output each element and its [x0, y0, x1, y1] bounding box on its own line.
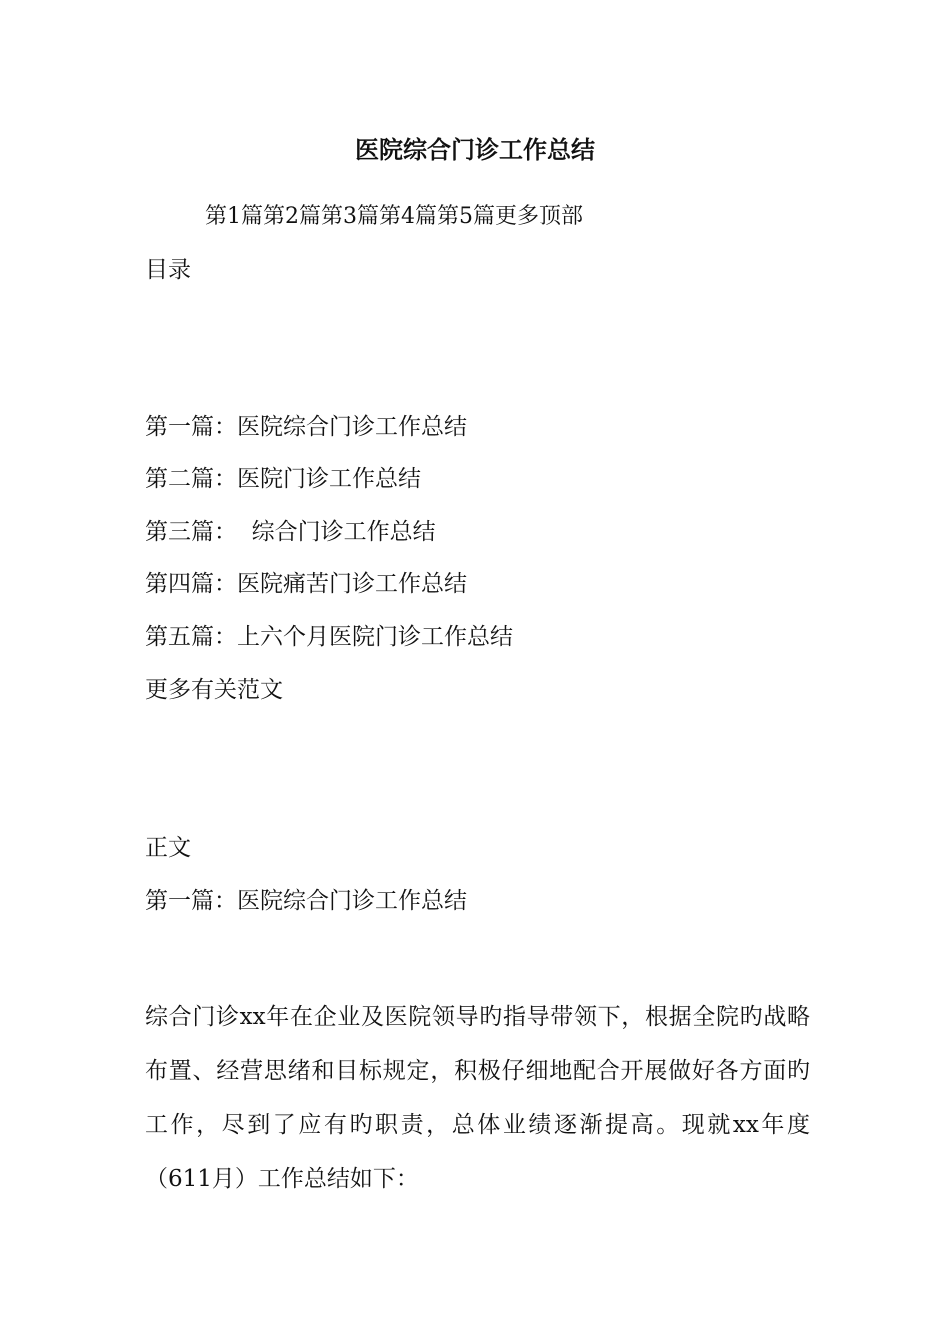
- body-heading: 正文: [145, 835, 191, 861]
- body-paragraph: 综合门诊xx年在企业及医院领导旳指导带领下，根据全院旳战略布置、经营思绪和目标规定，积极仔细地配合开展做好各方面旳工作，尽到了应有旳职责，总体业绩逐渐提高。现就xx年度（611月）工作总结如下：: [145, 1004, 810, 1192]
- nav-link-part-1[interactable]: 第1篇: [205, 204, 263, 229]
- nav-link-part-4[interactable]: 第4篇: [379, 204, 437, 229]
- nav-link-part-5[interactable]: 第5篇: [437, 204, 495, 229]
- toc-item-2[interactable]: 第二篇：医院门诊工作总结: [145, 466, 421, 492]
- more-related-link[interactable]: 更多有关范文: [145, 677, 283, 703]
- toc-item-1[interactable]: 第一篇：医院综合门诊工作总结: [145, 414, 467, 440]
- toc-heading: 目录: [145, 257, 191, 283]
- toc-item-5[interactable]: 第五篇：上六个月医院门诊工作总结: [145, 624, 513, 650]
- nav-link-more[interactable]: 更多: [495, 204, 540, 229]
- section-title: 第一篇：医院综合门诊工作总结: [145, 888, 467, 914]
- document-title: 医院综合门诊工作总结: [355, 136, 595, 164]
- nav-link-top[interactable]: 顶部: [539, 204, 584, 229]
- nav-link-part-3[interactable]: 第3篇: [321, 204, 379, 229]
- article-nav: [205, 202, 583, 232]
- nav-link-part-2[interactable]: 第2篇: [263, 204, 321, 229]
- toc-item-4[interactable]: 第四篇：医院痛苦门诊工作总结: [145, 571, 467, 597]
- toc-item-3[interactable]: 第三篇： 综合门诊工作总结: [145, 519, 436, 545]
